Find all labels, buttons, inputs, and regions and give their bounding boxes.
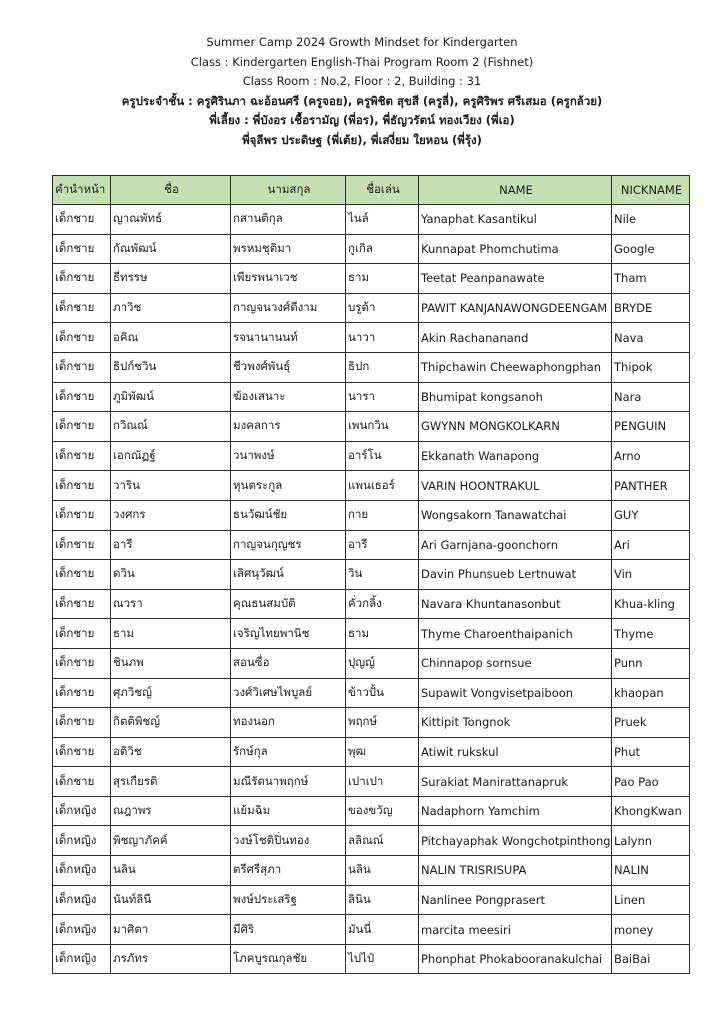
cell-prefix: เด็กชาย: [53, 205, 111, 235]
cell-prefix: เด็กหญิง: [53, 885, 111, 915]
cell-prefix: เด็กชาย: [53, 767, 111, 797]
cell-last-name: เลิศนุวัฒน์: [231, 560, 346, 590]
cell-nickname-english: Punn: [612, 648, 690, 678]
cell-nickname-english: Arno: [612, 441, 690, 471]
cell-first-name: ศุภวิชญ์: [111, 678, 231, 708]
cell-name-english: Davin Phunsueb Lertnuwat: [419, 560, 612, 590]
cell-name-english: Atiwit rukskul: [419, 737, 612, 767]
cell-nickname-thai: คั่วกลิ้ง: [346, 589, 419, 619]
cell-first-name: มาศิตา: [111, 915, 231, 945]
cell-last-name: ฆ้องเสนาะ: [231, 382, 346, 412]
cell-name-english: Pitchayaphak Wongchotpinthong: [419, 826, 612, 856]
column-header-first-name: ชื่อ: [111, 176, 231, 205]
cell-last-name: รักษ์กุล: [231, 737, 346, 767]
cell-nickname-english: PANTHER: [612, 471, 690, 501]
cell-prefix: เด็กหญิง: [53, 944, 111, 974]
cell-first-name: อติวิช: [111, 737, 231, 767]
cell-name-english: Bhumipat kongsanoh: [419, 382, 612, 412]
cell-last-name: มีศิริ: [231, 915, 346, 945]
cell-nickname-thai: ธาม: [346, 264, 419, 294]
cell-nickname-thai: ไนล์: [346, 205, 419, 235]
cell-prefix: เด็กชาย: [53, 382, 111, 412]
cell-first-name: ณวรา: [111, 589, 231, 619]
cell-first-name: ชินภพ: [111, 648, 231, 678]
cell-nickname-thai: วิน: [346, 560, 419, 590]
table-row: [53, 856, 690, 886]
cell-nickname-english: KhongKwan: [612, 796, 690, 826]
cell-prefix: เด็กชาย: [53, 619, 111, 649]
cell-first-name: กัณพัฒน์: [111, 234, 231, 264]
cell-prefix: เด็กชาย: [53, 264, 111, 294]
document-heading: [0, 33, 724, 150]
cell-first-name: ดวิน: [111, 560, 231, 590]
table-row: [53, 412, 690, 442]
table-row: [53, 767, 690, 797]
cell-name-english: GWYNN MONGKOLKARN: [419, 412, 612, 442]
cell-nickname-thai: ข้าวปั้น: [346, 678, 419, 708]
table-row: [53, 678, 690, 708]
cell-nickname-thai: ไปไป๋: [346, 944, 419, 974]
document-title: Summer Camp 2024 Growth Mindset for Kindergarten: [206, 35, 518, 49]
cell-nickname-english: Pruek: [612, 708, 690, 738]
cell-nickname-thai: เปาเปา: [346, 767, 419, 797]
table-row: [53, 234, 690, 264]
cell-name-english: Wongsakorn Tanawatchai: [419, 500, 612, 530]
cell-last-name: หุนตระกูล: [231, 471, 346, 501]
caretakers-line-2: พี่จุลีพร ประดิษฐ (พี่เต้ย), พี่เสงี่ยม ใยหอน (พี่รุ้ง): [242, 132, 482, 147]
cell-nickname-thai: ลลิณณ์: [346, 826, 419, 856]
table-row: [53, 205, 690, 235]
cell-nickname-english: Linen: [612, 885, 690, 915]
cell-nickname-thai: นลิน: [346, 856, 419, 886]
cell-nickname-english: Nile: [612, 205, 690, 235]
cell-prefix: เด็กชาย: [53, 234, 111, 264]
cell-nickname-thai: กาย: [346, 500, 419, 530]
table-row: [53, 885, 690, 915]
cell-nickname-thai: บรูด้า: [346, 293, 419, 323]
table-row: [53, 560, 690, 590]
cell-first-name: สุรเกียรติ: [111, 767, 231, 797]
table-row: [53, 737, 690, 767]
column-header-prefix: คำนำหน้า: [53, 176, 111, 205]
cell-nickname-thai: พฤกษ์: [346, 708, 419, 738]
table-row: [53, 382, 690, 412]
cell-first-name: ญาณพัทธ์: [111, 205, 231, 235]
cell-nickname-thai: ธิปก: [346, 352, 419, 382]
cell-name-english: Thipchawin Cheewaphongphan: [419, 352, 612, 382]
cell-last-name: คุณธนสมบัติ: [231, 589, 346, 619]
table-row: [53, 915, 690, 945]
cell-prefix: เด็กชาย: [53, 500, 111, 530]
table-row: [53, 352, 690, 382]
cell-prefix: เด็กชาย: [53, 471, 111, 501]
caretakers-line-1: พี่เลี้ยง : พี่บังอร เชื้อรามัญ (พี่อร), พี่ธัญวรัตน์ ทองเวียง (พี่เอ): [209, 113, 515, 127]
cell-prefix: เด็กชาย: [53, 708, 111, 738]
table-row: [53, 826, 690, 856]
cell-last-name: กาญจนกุญชร: [231, 530, 346, 560]
cell-name-english: Ekkanath Wanapong: [419, 441, 612, 471]
cell-name-english: Surakiat Manirattanapruk: [419, 767, 612, 797]
table-row: [53, 796, 690, 826]
cell-first-name: ธาม: [111, 619, 231, 649]
cell-nickname-english: BaiBai: [612, 944, 690, 974]
cell-first-name: วาริน: [111, 471, 231, 501]
cell-nickname-thai: นารา: [346, 382, 419, 412]
cell-first-name: นลิน: [111, 856, 231, 886]
table-header-row: [53, 176, 690, 205]
cell-name-english: marcita meesiri: [419, 915, 612, 945]
cell-last-name: ธนวัฒน์ชัย: [231, 500, 346, 530]
cell-nickname-thai: ปุญญ์: [346, 648, 419, 678]
cell-last-name: เจริญไทยพานิช: [231, 619, 346, 649]
cell-name-english: Ari Garnjana-goonchorn: [419, 530, 612, 560]
table-row: [53, 530, 690, 560]
cell-name-english: Yanaphat Kasantikul: [419, 205, 612, 235]
cell-last-name: วนาพงษ์: [231, 441, 346, 471]
cell-nickname-thai: นาวา: [346, 323, 419, 353]
cell-first-name: ภูมิพัฒน์: [111, 382, 231, 412]
cell-prefix: เด็กหญิง: [53, 796, 111, 826]
column-header-nickname-english: NICKNAME: [612, 176, 690, 205]
cell-prefix: เด็กชาย: [53, 412, 111, 442]
cell-last-name: กาญจนวงศ์ดีงาม: [231, 293, 346, 323]
cell-prefix: เด็กชาย: [53, 737, 111, 767]
cell-name-english: Nanlinee Pongprasert: [419, 885, 612, 915]
cell-last-name: มณีรัตนาพฤกษ์: [231, 767, 346, 797]
cell-nickname-english: Nara: [612, 382, 690, 412]
table-row: [53, 648, 690, 678]
table-row: [53, 619, 690, 649]
cell-last-name: กสานติกุล: [231, 205, 346, 235]
cell-first-name: เอกณัฏฐ์: [111, 441, 231, 471]
room-line: Class Room : No.2, Floor : 2, Building : 31: [242, 74, 482, 88]
cell-nickname-english: khaopan: [612, 678, 690, 708]
cell-first-name: กิตติพิชญ์: [111, 708, 231, 738]
cell-nickname-thai: ธาม: [346, 619, 419, 649]
cell-first-name: ภาวิช: [111, 293, 231, 323]
cell-name-english: Phonphat Phokabooranakulchai: [419, 944, 612, 974]
column-header-nickname-thai: ชื่อเล่น: [346, 176, 419, 205]
cell-name-english: Navara Khuntanasonbut: [419, 589, 612, 619]
cell-nickname-thai: มันนี่: [346, 915, 419, 945]
cell-nickname-english: Khua-kling: [612, 589, 690, 619]
cell-first-name: อคิณ: [111, 323, 231, 353]
cell-nickname-english: Google: [612, 234, 690, 264]
cell-first-name: นันท์ลินี: [111, 885, 231, 915]
cell-nickname-thai: แพนเธอร์: [346, 471, 419, 501]
column-header-name-english: NAME: [419, 176, 612, 205]
cell-prefix: เด็กหญิง: [53, 826, 111, 856]
cell-last-name: วงษ์โชติปิ่นทอง: [231, 826, 346, 856]
cell-last-name: ตรีศรีสุภา: [231, 856, 346, 886]
cell-nickname-english: Nava: [612, 323, 690, 353]
cell-last-name: พงษ์ประเสริฐ: [231, 885, 346, 915]
cell-name-english: Supawit Vongvisetpaiboon: [419, 678, 612, 708]
table-row: [53, 323, 690, 353]
table-row: [53, 708, 690, 738]
cell-first-name: ณฎาพร: [111, 796, 231, 826]
table-row: [53, 589, 690, 619]
cell-prefix: เด็กชาย: [53, 293, 111, 323]
table-row: [53, 293, 690, 323]
cell-nickname-thai: อารี: [346, 530, 419, 560]
table-row: [53, 264, 690, 294]
cell-last-name: มงคลการ: [231, 412, 346, 442]
cell-nickname-english: money: [612, 915, 690, 945]
cell-name-english: PAWIT KANJANAWONGDEENGAM: [419, 293, 612, 323]
cell-first-name: ธิปก์ชวิน: [111, 352, 231, 382]
class-line: Class : Kindergarten English-Thai Program Room 2 (Fishnet): [190, 54, 534, 69]
cell-last-name: ชีวพงศ์พันธุ์: [231, 352, 346, 382]
cell-name-english: Nadaphorn Yamchim: [419, 796, 612, 826]
cell-prefix: เด็กชาย: [53, 530, 111, 560]
cell-nickname-thai: เพนกวิน: [346, 412, 419, 442]
cell-prefix: เด็กชาย: [53, 648, 111, 678]
cell-nickname-english: Pao Pao: [612, 767, 690, 797]
cell-prefix: เด็กชาย: [53, 441, 111, 471]
cell-name-english: NALIN TRISRISUPA: [419, 856, 612, 886]
cell-nickname-english: Tham: [612, 264, 690, 294]
cell-last-name: วงศ์วิเศษไพบูลย์: [231, 678, 346, 708]
cell-last-name: สอนซื่อ: [231, 648, 346, 678]
cell-name-english: Kunnapat Phomchutima: [419, 234, 612, 264]
cell-nickname-english: GUY: [612, 500, 690, 530]
table-row: [53, 471, 690, 501]
cell-nickname-english: NALIN: [612, 856, 690, 886]
cell-first-name: ภรภัทร: [111, 944, 231, 974]
cell-prefix: เด็กชาย: [53, 560, 111, 590]
cell-nickname-english: Vin: [612, 560, 690, 590]
cell-name-english: Thyme Charoenthaipanich: [419, 619, 612, 649]
cell-first-name: วงศกร: [111, 500, 231, 530]
cell-nickname-thai: ของขวัญ: [346, 796, 419, 826]
cell-name-english: Akin Rachananand: [419, 323, 612, 353]
teachers-line: ครูประจำชั้น : ครูศิรินภา ฉะอ้อนศรี (ครูจอย), ครูพิชิต สุขสี (ครูลี่), ครูศิริพร ศรีเสมอ (ครูกล้วย): [121, 93, 603, 108]
cell-prefix: เด็กหญิง: [53, 856, 111, 886]
cell-first-name: กวิณณ์: [111, 412, 231, 442]
cell-prefix: เด็กชาย: [53, 352, 111, 382]
cell-nickname-english: Thyme: [612, 619, 690, 649]
cell-nickname-thai: อาร์โน: [346, 441, 419, 471]
table-row: [53, 500, 690, 530]
cell-nickname-english: Ari: [612, 530, 690, 560]
cell-nickname-english: Thipok: [612, 352, 690, 382]
cell-nickname-english: Phut: [612, 737, 690, 767]
cell-prefix: เด็กชาย: [53, 678, 111, 708]
cell-nickname-english: BRYDE: [612, 293, 690, 323]
cell-last-name: แย้มฉิม: [231, 796, 346, 826]
cell-prefix: เด็กหญิง: [53, 915, 111, 945]
table-row: [53, 944, 690, 974]
cell-name-english: Chinnapop sornsue: [419, 648, 612, 678]
cell-name-english: Teetat Peanpanawate: [419, 264, 612, 294]
cell-prefix: เด็กชาย: [53, 589, 111, 619]
cell-name-english: Kittipit Tongnok: [419, 708, 612, 738]
cell-first-name: อารี: [111, 530, 231, 560]
cell-last-name: รจนานานนท์: [231, 323, 346, 353]
student-roster-table: [52, 175, 690, 974]
cell-name-english: VARIN HOONTRAKUL: [419, 471, 612, 501]
column-header-last-name: นามสกุล: [231, 176, 346, 205]
cell-last-name: พรหมชุติมา: [231, 234, 346, 264]
cell-nickname-thai: ลินิน: [346, 885, 419, 915]
cell-first-name: ธีทรรษ: [111, 264, 231, 294]
cell-nickname-english: Lalynn: [612, 826, 690, 856]
table-row: [53, 441, 690, 471]
cell-nickname-english: PENGUIN: [612, 412, 690, 442]
cell-nickname-thai: พุฒ: [346, 737, 419, 767]
cell-last-name: ทองนอก: [231, 708, 346, 738]
cell-first-name: พิชญาภัคค์: [111, 826, 231, 856]
cell-last-name: เพียรพนาเวช: [231, 264, 346, 294]
cell-last-name: โภคบูรณกุลชัย: [231, 944, 346, 974]
cell-nickname-thai: กูเกิล: [346, 234, 419, 264]
cell-prefix: เด็กชาย: [53, 323, 111, 353]
